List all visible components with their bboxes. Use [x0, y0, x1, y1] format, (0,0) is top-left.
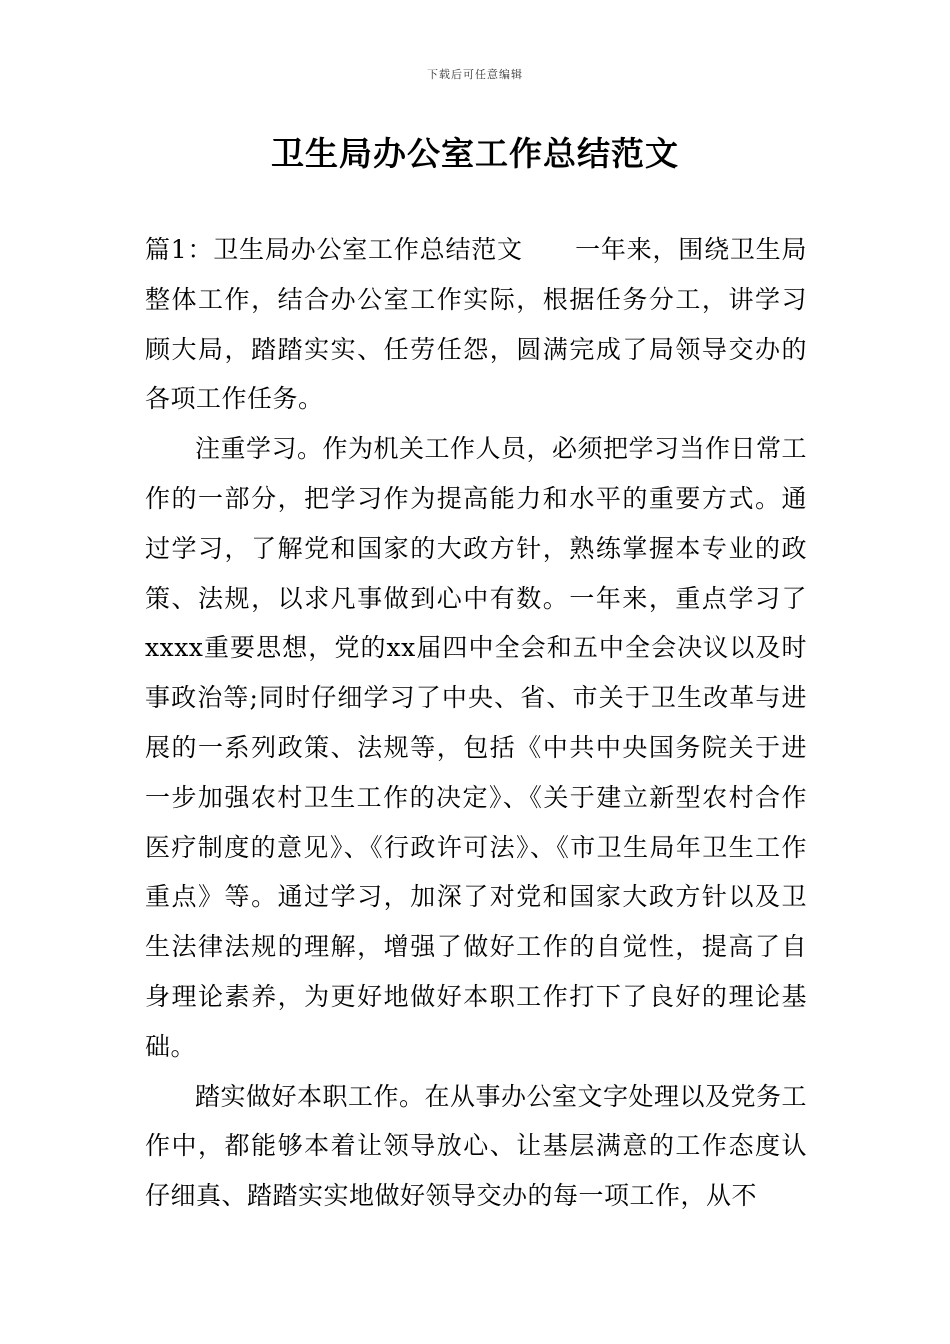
document-title: 卫生局办公室工作总结范文: [271, 134, 679, 173]
paragraph-study: 注重学习。作为机关工作人员，必须把学习当作日常工作的一部分，把学习作为提高能力和水平的重要方式。通过学习，了解党和国家的大政方针，熟练掌握本专业的政策、法规，以求凡事做到心中有数。一年来，重点学习了xxxx重要思想，党的xx届四中全会和五中全会决议以及时事政治等;同时仔细学习了中央、省、市关于卫生改革与进展的一系列政策、法规等，包括《中共中央国务院关于进一步加强农村卫生工作的决定》、《关于建立新型农村合作医疗制度的意见》、《行政许可法》、《市卫生局年卫生工作重点》等。通过学习，加深了对党和国家大政方针以及卫生法律法规的理解，增强了做好工作的自觉性，提高了自身理论素养，为更好地做好本职工作打下了良好的理论基础。: [145, 434, 808, 1061]
section-label: 篇1：卫生局办公室工作总结范文: [145, 235, 523, 264]
paragraph-work: 踏实做好本职工作。在从事办公室文字处理以及党务工作中，都能够本着让领导放心、让基层满意的工作态度认仔细真、踏踏实实地做好领导交办的每一项工作，从不: [145, 1081, 808, 1211]
intro-text: 一年来，围绕卫生局整体工作，结合办公室工作实际，根据任务分工，讲学习顾大局，踏踏实实、任劳任怨，圆满完成了局领导交办的各项工作任务。: [145, 235, 807, 414]
paragraph-intro: [145, 225, 807, 424]
header-note: 下载后可任意编辑: [427, 68, 523, 81]
document-body: [145, 225, 807, 1221]
